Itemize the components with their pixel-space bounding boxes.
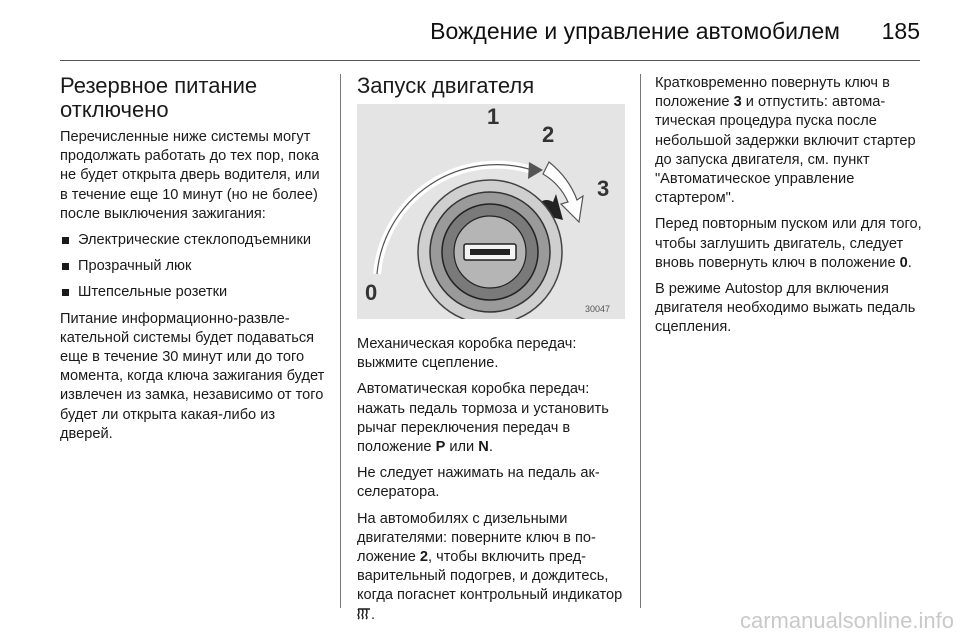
key-position-2: 2 xyxy=(419,549,429,566)
position-label-3: 3 xyxy=(597,176,610,201)
figure-id: 30047 xyxy=(585,304,611,314)
accelerator-warning-paragraph: Не следует нажимать на педаль акселератора. xyxy=(357,465,600,501)
gear-position-p: P xyxy=(435,439,446,456)
position-label-1: 1 xyxy=(487,104,500,129)
column-right xyxy=(655,74,927,345)
automatic-transmission-paragraph: Автоматическая коробка передач: нажать педаль тормоза и установить рычаг переключения передач в положение P или N. xyxy=(357,381,609,456)
bullet-square-icon xyxy=(62,263,69,270)
backup-power-list xyxy=(60,231,328,303)
restart-paragraph: Перед повторным пуском или для того, чтобы заглушить двигатель, следует вновь повернуть ключ в положение 0. xyxy=(655,216,922,271)
list-item: Прозрачный люк xyxy=(60,257,328,276)
watermark: carmanualsonline.info xyxy=(739,608,954,633)
column-divider-1 xyxy=(340,74,341,608)
list-item: Штепсельные розетки xyxy=(60,283,328,302)
bullet-square-icon xyxy=(62,237,69,244)
page-header-title: Вождение и управление автомобилем xyxy=(430,18,840,44)
key-position-0: 0 xyxy=(899,254,908,271)
key-slot-inner xyxy=(470,249,510,255)
start-procedure-paragraph: Кратковременно повернуть ключ в положение 3 и отпустить: автоматическая процедура пуска после небольшой задержки включит стартер до запуска двигателя, см. пункт "Автоматическое управление стартером". xyxy=(655,75,916,207)
ignition-switch-illustration xyxy=(357,104,625,319)
backup-power-intro: Перечисленные ниже системы могут продолжать работать до тех пор, пока не будет открыта дверь водителя, или в течение еще 10 минут (но не более) после выключения зажигания: xyxy=(60,129,320,222)
bullet-square-icon xyxy=(62,289,69,296)
section-title-engine-start: Запуск двигателя xyxy=(357,73,535,98)
autostop-paragraph: В режиме Autostop для включения двигателя необходимо выжать педаль сцепления. xyxy=(655,281,916,336)
diesel-preheat-paragraph: На автомобилях с дизельными двигателями: поверните ключ в положение 2, чтобы включить предварительный подогрев, и дождитесь, когда погаснет контрольный индикатор . xyxy=(357,510,623,623)
glow-plug-indicator-icon xyxy=(357,608,371,620)
list-item: Электрические стеклоподъемники xyxy=(60,231,328,250)
column-left xyxy=(60,74,328,451)
page-number: 185 xyxy=(881,18,920,44)
section-title-backup-power: Резервное питание отключено xyxy=(60,73,258,122)
header-divider xyxy=(60,60,920,61)
key-position-3: 3 xyxy=(733,94,742,111)
ignition-switch-figure xyxy=(357,104,625,319)
column-middle xyxy=(357,74,629,632)
manual-transmission-paragraph: Механическая коробка передач: выжмите сцепление. xyxy=(357,336,577,372)
column-divider-2 xyxy=(640,74,641,608)
gear-position-n: N xyxy=(478,439,489,456)
position-label-0: 0 xyxy=(365,280,378,305)
infotainment-power-paragraph: Питание информационно-развлекательной системы будет подаваться еще в течение 30 минут или до того момента, когда ключа зажигания будет извлечен из замка, независимо от того будет ли открыта какая-либо из дверей. xyxy=(60,310,325,442)
position-label-2: 2 xyxy=(542,122,555,147)
